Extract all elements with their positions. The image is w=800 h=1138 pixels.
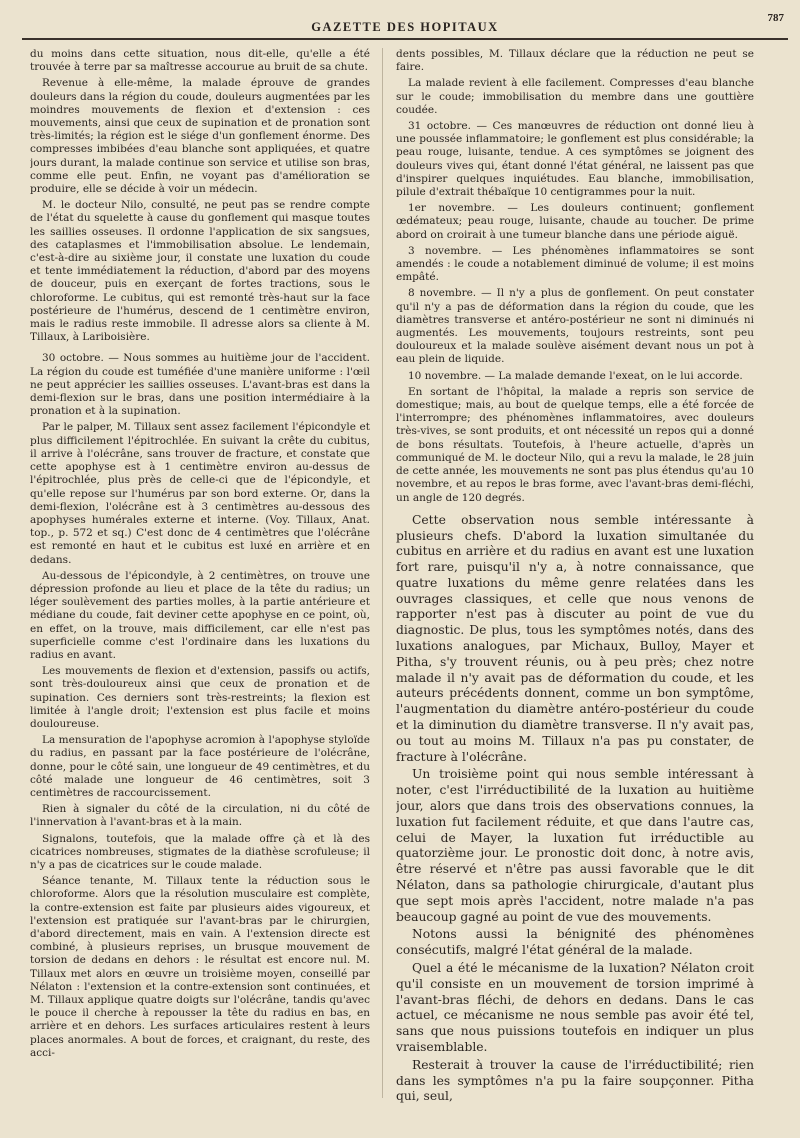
page-number: 787 [767,12,784,24]
paragraph: Quel a été le mécanisme de la luxation? Nélaton croit qu'il consiste en un mouvement de torsion imprimé à l'avant-bras fléchi, de dehors en dedans. Dans le cas actuel, ce mécanisme ne nous semble pas avoir été tel, sans que nous puissions toutefois en indiquer un plus vraisemblable. [396,961,754,1054]
journal-title: GAZETTE DES HOPITAUX [311,20,499,34]
paragraph: Revenue à elle-même, la malade éprouve de grandes douleurs dans la région du coude, douleurs augmentées par les moindres mouvements de flexion et d'extension : ces mouvements, ainsi que ceux de supination et de pronation sont très-limités; la région est le siége d'un gonflement énorme. Des compresses imbibées d'eau blanche sont appliquées, et quatre jours durant, la malade continue son service et utilise son bras, comme elle peut. Enfin, ne voyant pas d'amélioration se produire, elle se décide à voir un médecin. [30,77,370,196]
paragraph: 3 novembre. — Les phénomènes inflammatoires se sont amendés : le coude a notablement diminué de volume; il est moins empâté. [396,244,754,284]
paragraph: Par le palper, M. Tillaux sent assez facilement l'épicondyle et plus difficilement l'épitrochlée. En suivant la crête du cubitus, il arrive à l'olécrâne, sans trouver de fracture, et constate que cette apophyse est à 1 centimètre environ au-dessus de l'épitrochlée, plus près de celle-ci que de l'épicondyle, et qu'elle repose sur l'humérus par son bord externe. Or, dans la demi-flexion, l'olécrâne est à 3 centimètres au-dessous des apophyses humérales externe et interne. (Voy. Tillaux, Anat. top., p. 572 et sq.) C'est donc de 4 centimètres que l'olécrâne est remonté en haut et le cubitus est luxé en arrière et en dedans. [30,421,370,566]
paragraph: 10 novembre. — La malade demande l'exeat, on le lui accorde. [408,369,743,382]
paragraph: Au-dessous de l'épicondyle, à 2 centimètres, on trouve une dépression profonde au lieu et place de la tête du radius; un léger soulèvement des parties molles, à la partie antérieure et médiane du coude, fait deviner cette apophyse en ce point, où, en effet, on la trouve, mais difficilement, car elle n'est pas superficielle comme c'est l'ordinaire dans les luxations du radius en avant. [30,569,370,661]
paragraph: Notons aussi la bénignité des phénomènes consécutifs, malgré l'état général de la malade. [396,927,754,958]
paragraph: 8 novembre. — Il n'y a plus de gonflement. On peut constater qu'il n'y a pas de déformation dans la région du coude, que les diamètres transverse et antéro-postérieur ne sont ni diminués ni augmentés. Les mouvements, toujours restreints, sont peu douloureux et la malade soulève aisément devant nous un pot à eau plein de liquide. [396,287,754,366]
page-header [22,8,788,40]
paragraph: M. le docteur Nilo, consulté, ne peut pas se rendre compte de l'état du squelette à cause du gonflement qui masque toutes les saillies osseuses. Il ordonne l'application de six sangsues, des cataplasmes et l'immobilisation absolue. Le lendemain, c'est-à-dire au sixième jour, il constate une luxation du coude et tente immédiatement la réduction, d'abord par des moyens de douceur, puis en exerçant de fortes tractions, sous le chloroforme. Le cubitus, qui est remonté très-haut sur la face postérieure de l'humérus, descend de 1 centimètre environ, mais le radius reste immobile. Il adresse alors sa cliente à M. Tillaux, à Lariboisière. [30,199,370,344]
paragraph: Séance tenante, M. Tillaux tente la réduction sous le chloroforme. Alors que la résolution musculaire est complète, la contre-extension est faite par plusieurs aides vigoureux, et l'extension est pratiquée sur l'avant-bras par le chirurgien, d'abord directement, mais en vain. A l'extension directe est combiné, à plusieurs reprises, un brusque mouvement de torsion de dedans en dehors : le résultat est encore nul. M. Tillaux met alors en œuvre un troisième moyen, conseillé par Nélaton : l'extension et la contre-extension sont continuées, et M. Tillaux applique quatre doigts sur l'olécrâne, tandis qu'avec le pouce il cherche à repousser la tête du radius en bas, en arrière et en dehors. Les surfaces articulaires restent à leurs places anormales. A bout de forces, et craignant, du reste, des acci- [30,875,370,1059]
paragraph: La mensuration de l'apophyse acromion à l'apophyse styloïde du radius, en passant par la face postérieure de l'olécrâne, donne, pour le côté sain, une longueur de 49 centimètres, et du côté malade une longueur de 46 centimètres, soit 3 centimètres de raccourcissement. [30,734,370,799]
paragraph: Un troisième point qui nous semble intéressant à noter, c'est l'irréductibilité de la luxation au huitième jour, alors que dans trois des observations connues, la luxation fut facilement réduite, et que dans l'autre cas, celui de Mayer, la luxation fut irréductible au quatorzième jour. Le pronostic doit donc, à notre avis, être réservé et n'être pas aussi favorable que le dit Nélaton, dans sa pathologie chirurgicale, d'autant plus que sept mois après l'accident, notre malade n'a pas beaucoup gagné au point de vue des mouvements. [396,767,754,924]
paragraph: 30 octobre. — Nous sommes au huitième jour de l'accident. La région du coude est tuméfiée d'une manière uniforme : l'œil ne peut apprécier les saillies osseuses. L'avant-bras est dans la demi-flexion sur le bras, dans une position intermédiaire à la pronation et à la supination. [30,352,370,418]
paragraph: Signalons, toutefois, que la malade offre çà et là des cicatrices nombreuses, stigmates de la diathèse scrofuleuse; il n'y a pas de cicatrices sur le coude malade. [30,832,370,871]
paragraph: En sortant de l'hôpital, la malade a repris son service de domestique; mais, au bout de quelque temps, elle a été forcée de l'interrompre; des phénomènes inflammatoires, avec douleurs très-vives, se sont produits, et ont nécessité un repos qui a donné de bons résultats. Toutefois, à l'heure actuelle, d'après un communiqué de M. le docteur Nilo, qui a revu la malade, le 28 juin de cette année, les mouvements ne sont pas plus étendus qu'au 10 novembre, et au repos le bras forme, avec l'avant-bras demi-fléchi, un angle de 120 degrés. [396,385,754,504]
paragraph: La malade revient à elle facilement. Compresses d'eau blanche sur le coude; immobilisation du membre dans une gouttière coudée. [396,77,754,116]
paragraph: Cette observation nous semble intéressante à plusieurs chefs. D'abord la luxation simultanée du cubitus en arrière et du radius en avant est une luxation fort rare, puisqu'il n'y a, à notre connaissance, que quatre luxations du même genre relatées dans les ouvrages classiques, et celle que nous venons de rapporter n'est pas à discuter au point de vue du diagnostic. De plus, tous les symptômes notés, dans des luxations analogues, par Michaux, Bulloy, Mayer et Pitha, s'y trouvent réunis, ou à peu près; chez notre malade il n'y avait pas de déformation du coude, et les auteurs précédents donnent, comme un bon symptôme, l'augmentation du diamètre antéro-postérieur du coude et la diminution du diamètre transverse. Il n'y avait pas, ou tout au moins M. Tillaux n'a pas pu constater, de fracture à l'olécrâne. [396,512,754,764]
column-divider [382,48,383,1098]
paragraph: Resterait à trouver la cause de l'irréductibilité; rien dans les symptômes n'a pu la faire soupçonner. Pitha qui, seul, [396,1057,754,1104]
paragraph: Rien à signaler du côté de la circulation, ni du côté de l'innervation à l'avant-bras et à la main. [30,803,370,829]
paragraph: du moins dans cette situation, nous dit-elle, qu'elle a été trouvée à terre par sa maîtresse accourue au bruit de sa chute. [30,48,370,74]
paragraph: Les mouvements de flexion et d'extension, passifs ou actifs, sont très-douloureux ainsi que ceux de pronation et de supination. Ces derniers sont très-restreints; la flexion est limitée à l'angle droit; l'extension est plus facile et moins douloureuse. [30,665,370,730]
paragraph: 31 octobre. — Ces manœuvres de réduction ont donné lieu à une poussée inflammatoire; le gonflement est plus considérable; la peau rouge, luisante, tendue. A ces symptômes se joignent des douleurs vives qui, étant donné l'état général, ne laissent pas que d'inspirer quelques inquiétudes. Eau blanche, immobilisation, pilule d'extrait thébaïque 10 centigrammes pour la nuit. [396,120,754,199]
right-column [396,48,754,1123]
paragraph: dents possibles, M. Tillaux déclare que la réduction ne peut se faire. [396,48,754,74]
left-column [30,48,370,1123]
paragraph: 1er novembre. — Les douleurs continuent; gonflement œdémateux; peau rouge, luisante, chaude au toucher. De prime abord on croirait à une tumeur blanche dans une période aiguë. [396,202,754,241]
